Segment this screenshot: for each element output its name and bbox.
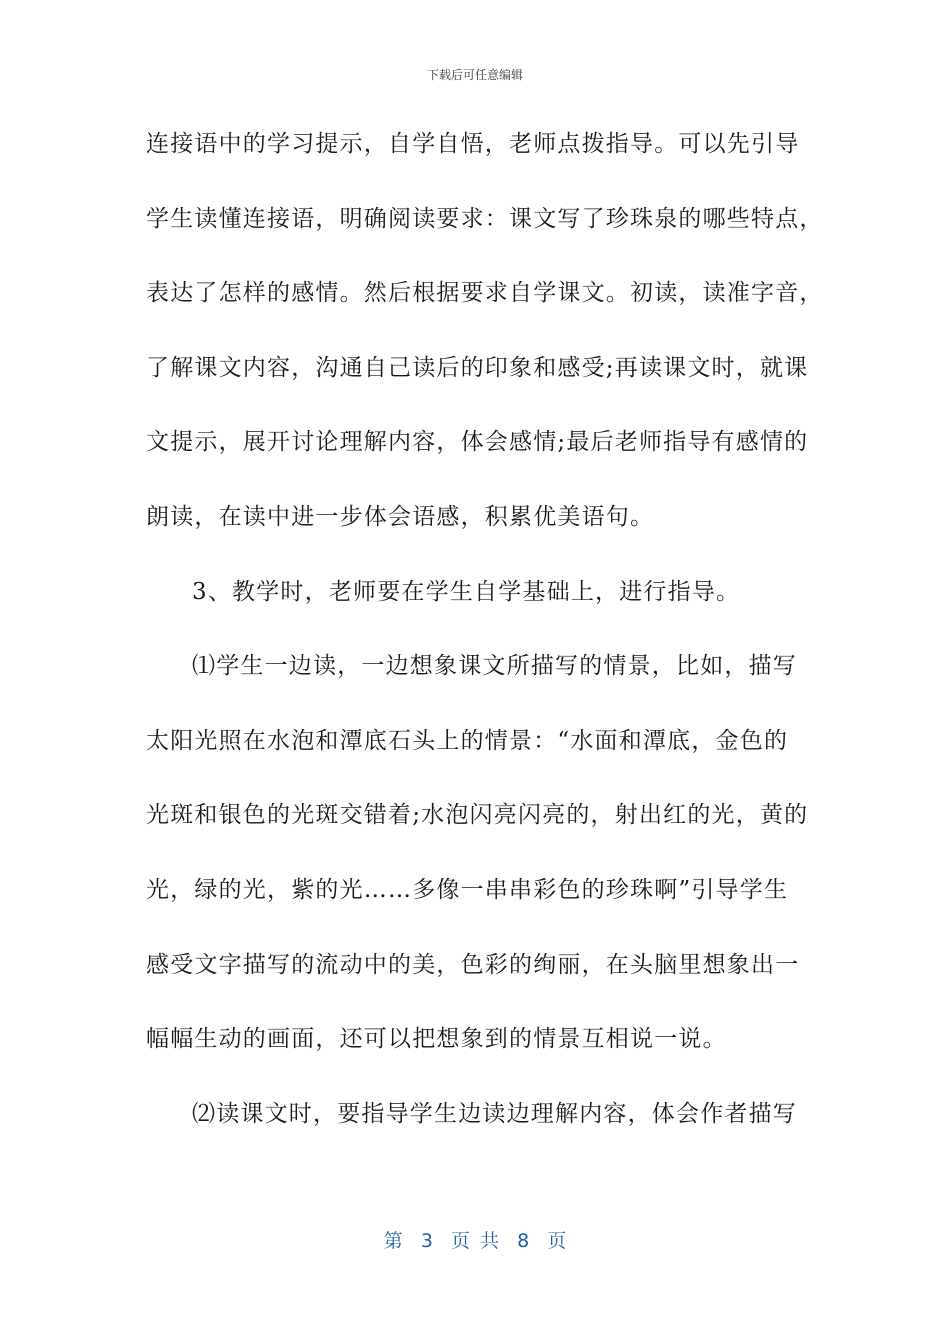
footer-middle: 页 共	[450, 1230, 500, 1252]
text-line: 文提示，展开讨论理解内容，体会感情;最后老师指导有感情的	[146, 429, 809, 456]
text-line: 太阳光照在水泡和潭底石头上的情景：“水面和潭底，金色的	[146, 727, 789, 754]
text-line: 表达了怎样的感情。然后根据要求自学课文。初读，读准字音，	[146, 280, 824, 307]
text-line: 朗读，在读中进一步体会语感，积累优美语句。	[146, 503, 655, 530]
page-header: 下载后可任意编辑	[426, 68, 523, 82]
text-line: 光，绿的光，紫的光……多像一串串彩色的珍珠啊”引导学生	[146, 876, 789, 903]
footer-prefix: 第	[383, 1230, 403, 1252]
text-line: 学生读懂连接语，明确阅读要求：课文写了珍珠泉的哪些特点，	[146, 205, 824, 232]
text-line: ⑵读课文时，要指导学生边读边理解内容，体会作者描写	[192, 1100, 797, 1127]
text-line: 连接语中的学习提示，自学自悟，老师点拨指导。可以先引导	[146, 131, 800, 157]
total-page-count: 8	[517, 1230, 530, 1252]
current-page-number: 3	[420, 1230, 433, 1252]
text-line: ⑴学生一边读，一边想象课文所描写的情景，比如，描写	[192, 653, 797, 680]
text-line: 幅幅生动的画面，还可以把想象到的情景互相说一说。	[146, 1026, 727, 1053]
page-footer	[0, 1226, 950, 1253]
text-line: 光斑和银色的光斑交错着;水泡闪亮闪亮的，射出红的光，黄的	[146, 802, 809, 829]
text-line: 了解课文内容，沟通自己读后的印象和感受;再读课文时，就课	[146, 354, 809, 381]
document-body	[146, 112, 824, 1156]
text-line: 感受文字描写的流动中的美，色彩的绚丽，在头脑里想象出一	[146, 951, 800, 978]
text-line: 3、教学时，老师要在学生自学基础上，进行指导。	[192, 578, 741, 605]
footer-suffix: 页	[547, 1230, 567, 1252]
